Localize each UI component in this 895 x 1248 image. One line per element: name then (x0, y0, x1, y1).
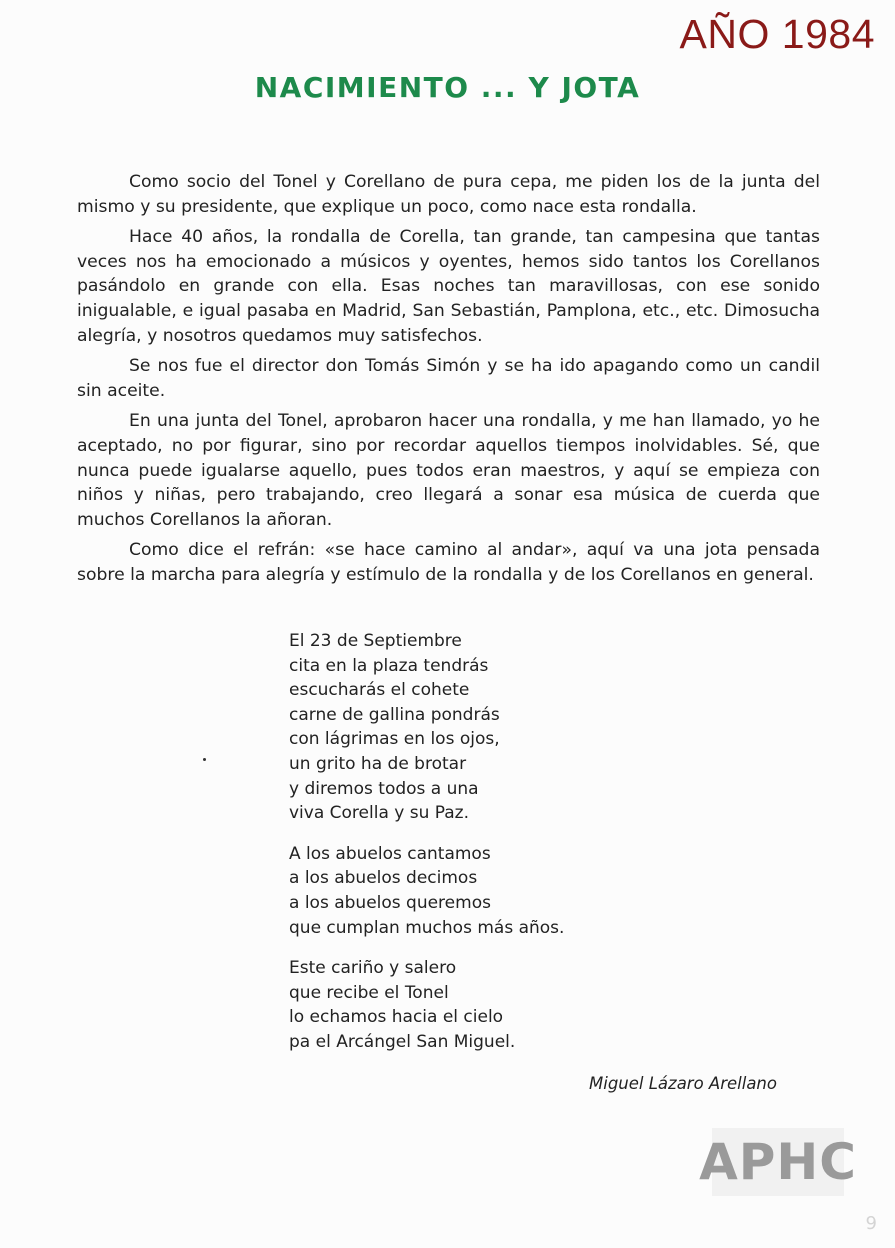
poem-line: un grito ha de brotar (289, 753, 467, 774)
aphc-logo: APHC (712, 1128, 844, 1196)
poem-line: carne de gallina pondrás (289, 704, 500, 725)
page-number: 9 (865, 1213, 877, 1234)
poem-stanza (289, 629, 689, 826)
paragraph: En una junta del Tonel, aprobaron hacer una rondalla, y me han llamado, yo he aceptado, no por figurar, sino por recordar aquellos tiempos inolvidables. Sé, que nunca puede igualarse aquello, pues todos eran maestros, y aquí se empieza con niños y niñas, pero trabajando, creo llegará a sonar esa música de cuerda que muchos Corellanos la añoran. (77, 411, 820, 530)
poem-line: viva Corella y su Paz. (289, 803, 470, 824)
poem-line: El 23 de Septiembre (289, 631, 462, 651)
scan-speck (203, 758, 206, 761)
poem-line: cita en la plaza tendrás (289, 655, 489, 676)
poem-stanza (289, 842, 689, 940)
poem-line: pa el Arcángel San Miguel. (289, 1031, 516, 1052)
poem-stanza (289, 956, 689, 1054)
poem-line: con lágrimas en los ojos, (289, 729, 500, 750)
article-title: NACIMIENTO ... Y JOTA (254, 71, 641, 104)
poem-line: a los abuelos decimos (289, 868, 478, 889)
paragraph: Hace 40 años, la rondalla de Corella, tan grande, tan campesina que tantas veces nos ha emocionado a músicos y oyentes, hemos sido tantos los Corellanos pasándolo en grande con ella. Esas noches tan maravillosas, con ese sonido inigualable, e igual pasaba en Madrid, San Sebastián, Pamplona, etc., etc. Dimosucha alegría, y nosotros quedamos muy satisfechos. (77, 227, 820, 346)
poem-line: a los abuelos queremos (289, 892, 491, 913)
poem-line: que recibe el Tonel (289, 982, 449, 1003)
poem-line: y diremos todos a una (289, 778, 479, 799)
jota-poem (289, 629, 689, 1071)
article-body (77, 170, 820, 594)
poem-line: lo echamos hacia el cielo (289, 1007, 504, 1028)
year-label: AÑO 1984 (679, 11, 875, 57)
poem-line: que cumplan muchos más años. (289, 917, 565, 938)
poem-line: Este cariño y salero (289, 958, 457, 979)
author-signature: Miguel Lázaro Arellano (589, 1074, 777, 1093)
paragraph: Se nos fue el director don Tomás Simón y se ha ido apagando como un candil sin aceite. (77, 356, 820, 401)
paragraph: Como socio del Tonel y Corellano de pura cepa, me piden los de la junta del mismo y su presidente, que explique un poco, como nace esta rondalla. (77, 172, 820, 217)
paragraph: Como dice el refrán: «se hace camino al andar», aquí va una jota pensada sobre la marcha para alegría y estímulo de la rondalla y de los Corellanos en general. (77, 540, 820, 585)
poem-line: escucharás el cohete (289, 680, 470, 701)
poem-line: A los abuelos cantamos (289, 843, 491, 864)
